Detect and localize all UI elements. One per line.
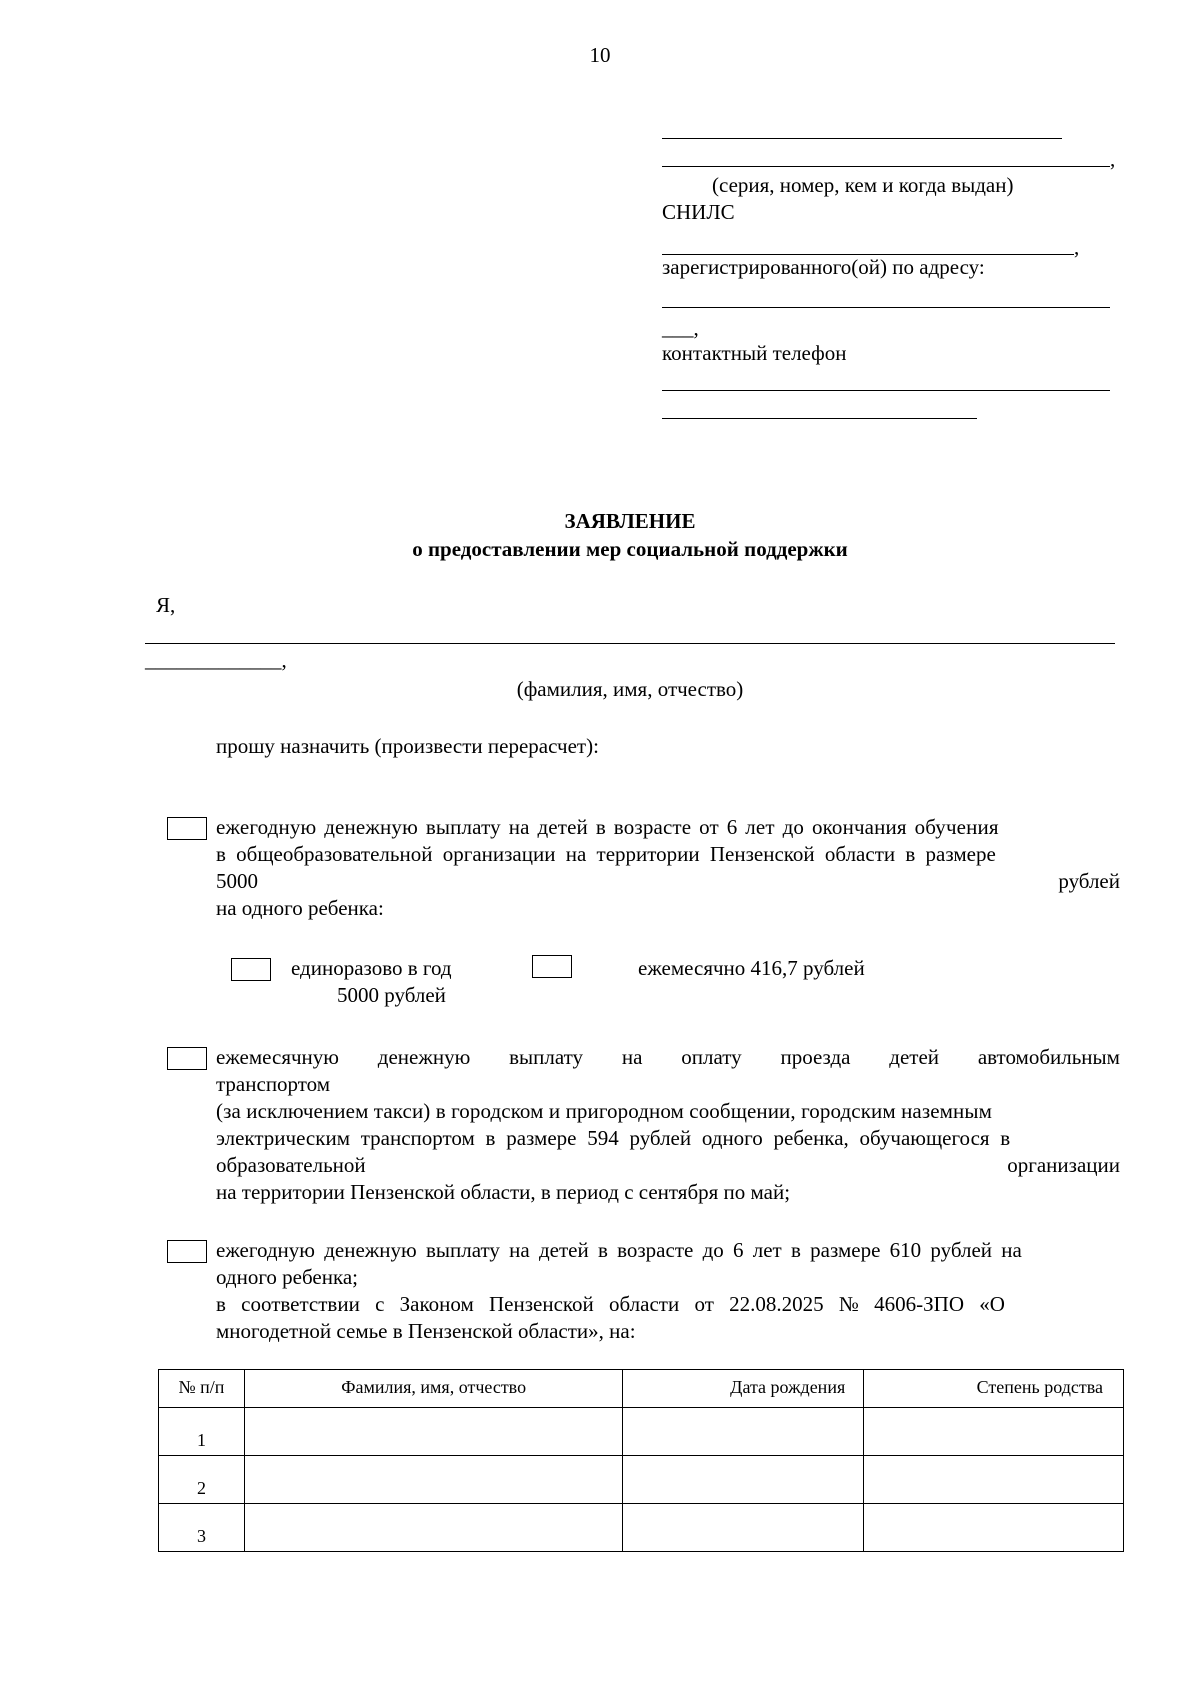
header-fio: Фамилия, имя, отчество (244, 1370, 623, 1408)
cell-birth[interactable] (623, 1408, 864, 1456)
table-row (159, 1504, 1124, 1552)
children-table (158, 1369, 1124, 1552)
option2-word: проезда (780, 1045, 851, 1069)
option2-word: денежную (377, 1045, 471, 1069)
cell-fio[interactable] (244, 1504, 623, 1552)
document-title: ЗАЯВЛЕНИЕ (564, 509, 696, 533)
row-number: 1 (159, 1408, 245, 1456)
header-birth: Дата рождения (623, 1370, 864, 1408)
document-subtitle: о предоставлении мер социальной поддержки (412, 537, 848, 561)
header-relation: Степень родства (864, 1370, 1124, 1408)
table-header-row (159, 1370, 1124, 1408)
option3-line2: одного ребенка; (216, 1265, 358, 1289)
applicant-name-line[interactable] (145, 643, 1115, 644)
option1-monthly-label: ежемесячно 416,7 рублей (638, 956, 865, 980)
passport-hint: (серия, номер, кем и когда выдан) (712, 173, 1014, 197)
option2-word: оплату (681, 1045, 742, 1069)
address-label: зарегистрированного(ой) по адресу: (662, 255, 985, 279)
law-line2: многодетной семье в Пензенской области», на: (216, 1319, 636, 1343)
option1-checkbox[interactable] (167, 817, 207, 840)
option1-once-label: единоразово в год (291, 956, 452, 980)
fio-hint: (фамилия, имя, отчество) (516, 677, 744, 701)
option1-line1-text: ежегодную денежную выплату на детей в возрасте от 6 лет до окончания обучения (216, 815, 999, 839)
option2-word: автомобильным (977, 1045, 1120, 1069)
option3-line1: ежегодную денежную выплату на детей в возрасте до 6 лет в размере 610 рублей на (216, 1238, 1022, 1262)
table-row (159, 1408, 1124, 1456)
snils-label: СНИЛС (662, 200, 735, 224)
applicant-pronoun: Я, (156, 593, 176, 617)
option2-line4: электрическим транспортом в размере 594 рублей одного ребенка, обучающегося в (216, 1126, 1011, 1150)
option1-line4: на одного ребенка: (216, 896, 384, 920)
cell-relation[interactable] (864, 1408, 1124, 1456)
option2-word: детей (889, 1045, 940, 1069)
option2-word: ежемесячную (216, 1045, 339, 1069)
phone-line-2[interactable] (662, 418, 977, 419)
page-number: 10 (589, 43, 611, 67)
phone-line[interactable] (662, 390, 1110, 391)
applicant-name-tail: _____________, (145, 648, 287, 672)
name-line-1[interactable] (662, 138, 1062, 139)
option1-line2: в общеобразовательной организации на территории Пензенской области в размере (216, 842, 996, 866)
option1-line1 (216, 814, 1120, 841)
option2-line5 (216, 1152, 1120, 1179)
row-number: 2 (159, 1456, 245, 1504)
cell-birth[interactable] (623, 1504, 864, 1552)
cell-relation[interactable] (864, 1504, 1124, 1552)
option1-line3-left: 5000 (216, 869, 258, 893)
cell-relation[interactable] (864, 1456, 1124, 1504)
option2-line6: на территории Пензенской области, в период с сентября по май; (216, 1180, 791, 1204)
cell-fio[interactable] (244, 1456, 623, 1504)
passport-comma: , (1110, 147, 1116, 171)
phone-label: контактный телефон (662, 341, 847, 365)
table-row (159, 1456, 1124, 1504)
address-tail: ___, (662, 316, 699, 340)
law-line1: в соответствии с Законом Пензенской области от 22.08.2025 № 4606-ЗПО «О (216, 1292, 1005, 1316)
option1-monthly-checkbox[interactable] (532, 955, 572, 978)
cell-fio[interactable] (244, 1408, 623, 1456)
option2-word: выплату (509, 1045, 584, 1069)
row-number: 3 (159, 1504, 245, 1552)
snils-comma: , (1074, 235, 1080, 259)
request-intro: прошу назначить (произвести перерасчет): (216, 734, 599, 758)
header-num: № п/п (159, 1370, 245, 1408)
option2-line5-left: образовательной (216, 1153, 366, 1177)
option1-once-amount: 5000 рублей (337, 983, 446, 1007)
passport-line[interactable] (662, 166, 1110, 167)
option2-line2: транспортом (216, 1072, 331, 1096)
option1-once-checkbox[interactable] (231, 958, 271, 981)
option2-word: на (621, 1045, 643, 1069)
option1-line3 (216, 868, 1120, 895)
option2-line3: (за исключением такси) в городском и пригородном сообщении, городским наземным (216, 1099, 992, 1123)
cell-birth[interactable] (623, 1456, 864, 1504)
address-line[interactable] (662, 307, 1110, 308)
option1-line3-right: рублей (1058, 869, 1120, 893)
option2-checkbox[interactable] (167, 1047, 207, 1070)
option2-line5-right: организации (1007, 1153, 1120, 1177)
option3-checkbox[interactable] (167, 1240, 207, 1263)
option2-line1 (216, 1044, 1120, 1071)
